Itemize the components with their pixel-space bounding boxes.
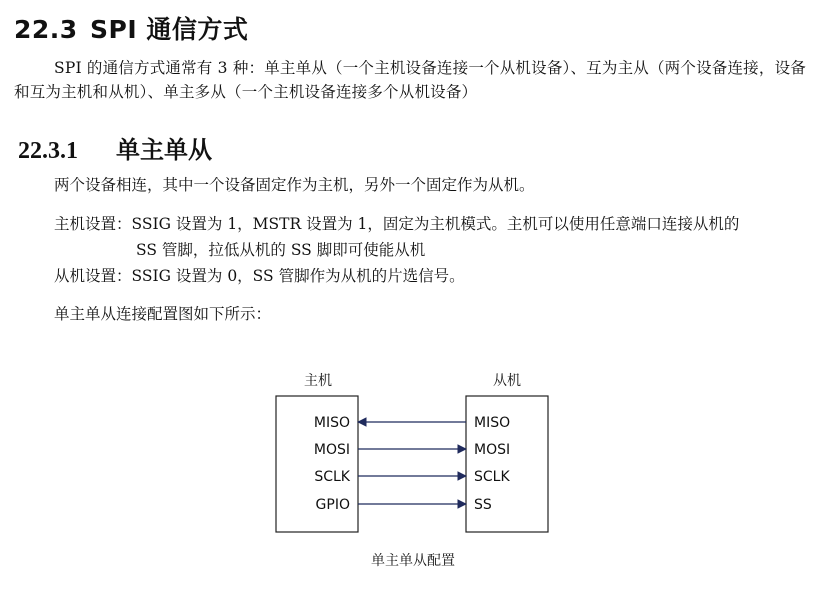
master-pin-sclk: SCLK: [314, 469, 350, 485]
spi-connection-diagram: [270, 365, 560, 540]
intro-text: SPI 的通信方式通常有 3 种：单主单从（一个主机设备连接一个从机设备）、互为主从（两个设备连接，设备和互为主机和从机）、单主多从（一个主机设备连接多个从机设备）: [14, 59, 806, 101]
slave-title: 从机: [493, 373, 521, 389]
master-pin-gpio: GPIO: [315, 497, 350, 513]
master-pin-mosi: MOSI: [313, 442, 350, 458]
section-number: 22.3: [14, 15, 78, 44]
slave-pin-mosi: MOSI: [474, 442, 511, 458]
slave-settings-paragraph: 从机设置：SSIG 设置为 0，SS 管脚作为从机的片选信号。: [54, 267, 465, 285]
slave-pin-miso: MISO: [474, 415, 511, 431]
description-paragraph: 两个设备相连，其中一个设备固定作为主机，另外一个固定作为从机。: [54, 176, 535, 194]
pin-group: [314, 415, 511, 513]
subsection-number: 22.3.1: [18, 138, 78, 164]
section-title: SPI 通信方式: [90, 15, 249, 44]
diagram-caption: 单主单从配置: [371, 553, 455, 569]
section-heading: [14, 10, 248, 46]
master-settings-line2: SS 管脚，拉低从机的 SS 脚即可使能从机: [136, 241, 426, 259]
master-settings-line1: 主机设置：SSIG 设置为 1，MSTR 设置为 1，固定为主机模式。主机可以使用任意端口连接从机的: [54, 215, 740, 233]
subsection-heading: [18, 130, 212, 165]
master-pin-miso: MISO: [313, 415, 350, 431]
slave-pin-ss: SS: [474, 497, 492, 513]
intro-paragraph: [14, 56, 814, 104]
diagram-lead-paragraph: 单主单从连接配置图如下所示：: [54, 305, 272, 323]
subsection-title: 单主单从: [116, 135, 212, 164]
master-title: 主机: [304, 373, 332, 389]
slave-pin-sclk: SCLK: [474, 469, 510, 485]
